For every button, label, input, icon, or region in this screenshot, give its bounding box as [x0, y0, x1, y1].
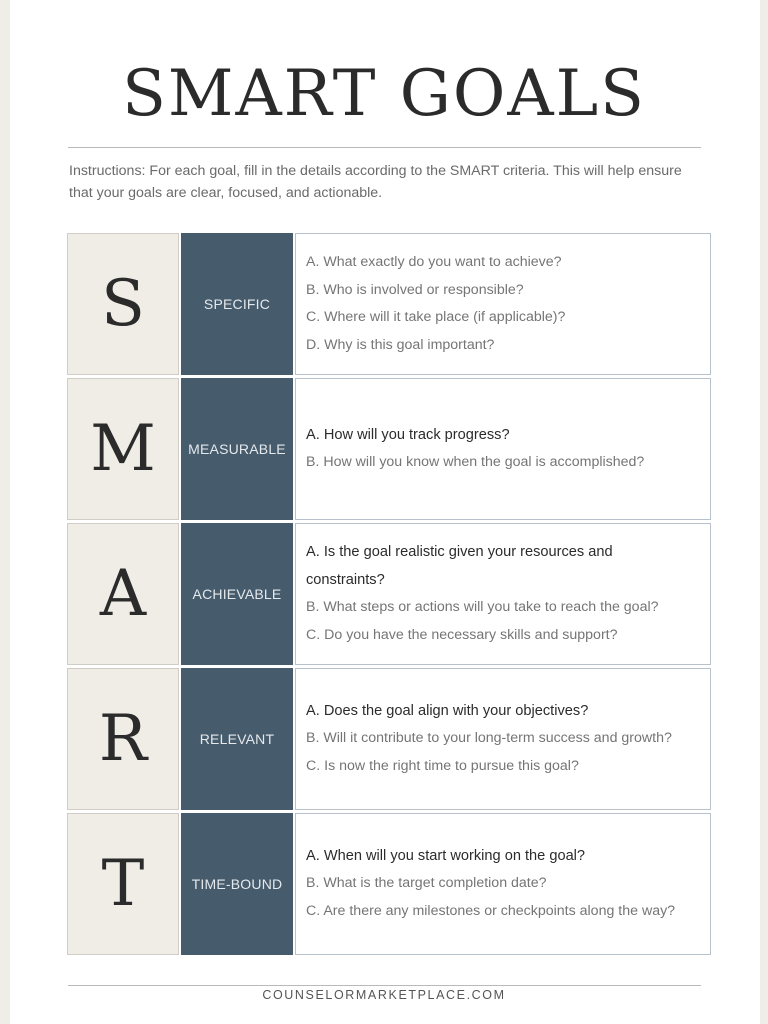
smart-row-achievable — [67, 523, 703, 665]
smart-letter: S — [67, 233, 179, 375]
footer-website: COUNSELORMARKETPLACE.COM — [262, 988, 506, 1002]
smart-label: SPECIFIC — [181, 233, 293, 375]
question-text: B. What steps or actions will you take to reach the goal? — [306, 599, 659, 615]
smart-label: MEASURABLE — [181, 378, 293, 520]
question-box — [295, 668, 711, 810]
smart-label: RELEVANT — [181, 668, 293, 810]
question-text: A. When will you start working on the goal? — [306, 847, 586, 864]
question-text: D. Why is this goal important? — [306, 336, 495, 353]
footer-divider — [68, 985, 701, 986]
question-text: B. Will it contribute to your long-term success and growth? — [306, 730, 672, 747]
question-box — [295, 378, 711, 520]
question-text: C. Are there any milestones or checkpoints along the way? — [306, 902, 676, 919]
smart-row-specific — [67, 233, 703, 375]
question-box — [295, 523, 711, 665]
smart-letter: M — [67, 378, 179, 520]
question-box — [295, 233, 711, 375]
smart-row-measurable — [67, 378, 703, 520]
question-text: C. Do you have the necessary skills and support? — [306, 626, 618, 643]
question-text: A. What exactly do you want to achieve? — [306, 254, 562, 270]
smart-letter: A — [67, 523, 179, 665]
question-text: B. Who is involved or responsible? — [306, 281, 524, 298]
question-text: C. Is now the right time to pursue this goal? — [306, 757, 579, 774]
smart-label: TIME-BOUND — [181, 813, 293, 955]
question-text: A. Does the goal align with your objectives? — [306, 702, 589, 719]
smart-letter: T — [67, 813, 179, 955]
smart-table — [67, 233, 703, 958]
question-text: A. How will you track progress? — [306, 426, 510, 443]
question-text: B. How will you know when the goal is accomplished? — [306, 454, 645, 470]
smart-label: ACHIEVABLE — [181, 523, 293, 665]
instructions-text: Instructions: For each goal, fill in the details according to the SMART criteria. This will help ensure that your goals are clear, focused, and actionable. — [69, 163, 682, 201]
question-box — [295, 813, 711, 955]
question-text: B. What is the target completion date? — [306, 875, 547, 892]
question-text: A. Is the goal realistic given your resources and constraints? — [306, 544, 613, 588]
question-text: C. Where will it take place (if applicable)? — [306, 309, 566, 325]
smart-letter: R — [67, 668, 179, 810]
smart-row-time-bound — [67, 813, 703, 955]
smart-row-relevant — [67, 668, 703, 810]
page-title: SMART GOALS — [122, 57, 646, 131]
title-divider — [68, 147, 701, 148]
